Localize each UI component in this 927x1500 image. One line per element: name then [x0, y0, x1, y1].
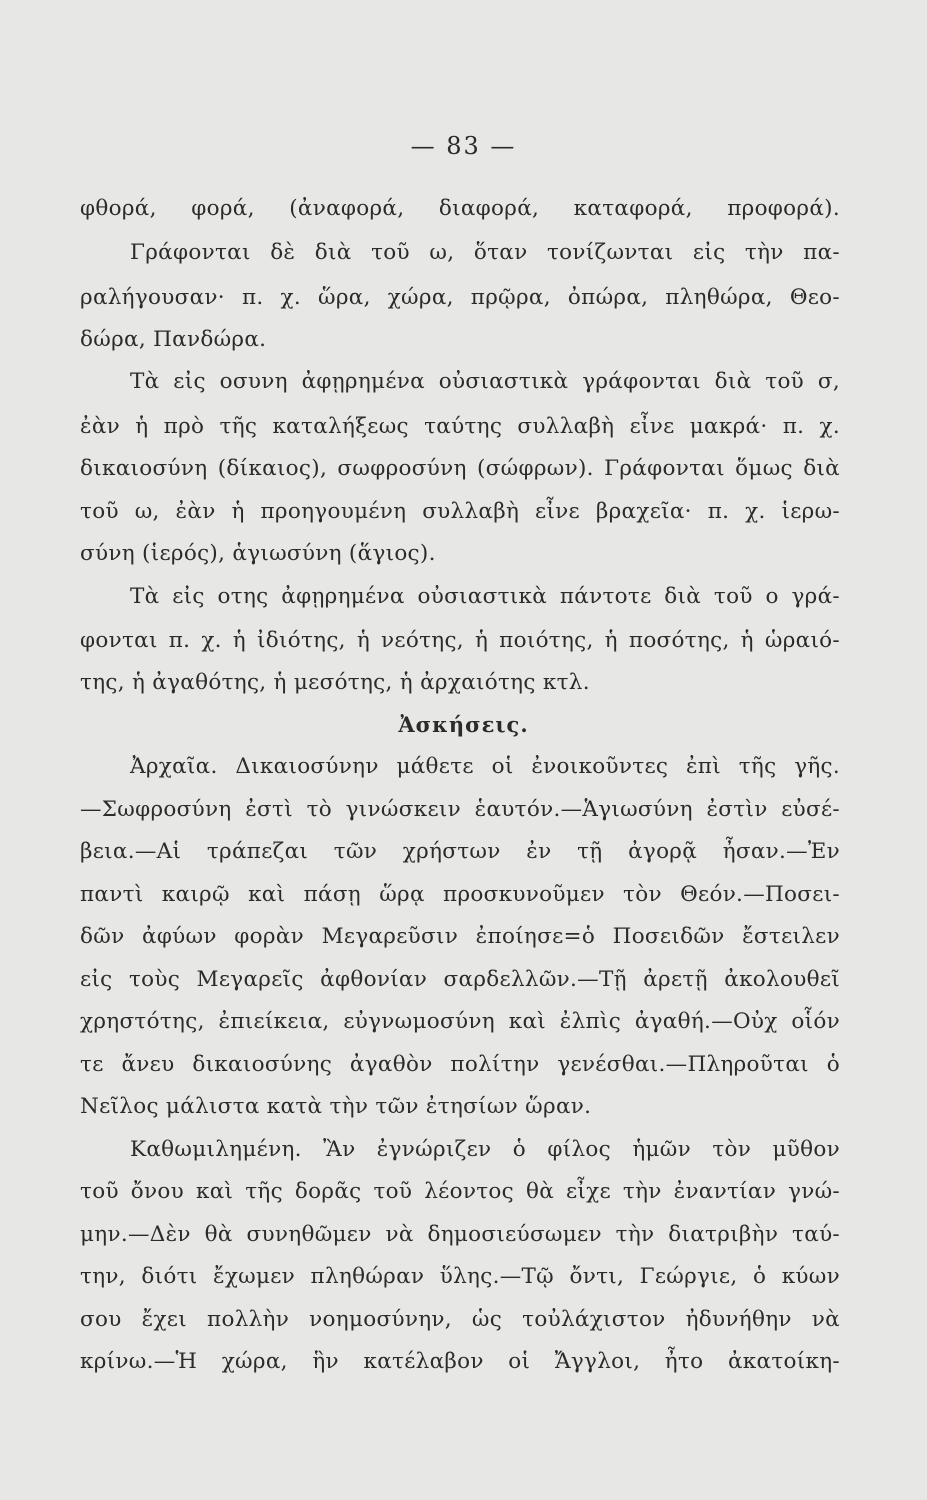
text-line-22: Καθωμιλημένη. Ἂν ἐγνώριζεν ὁ φίλος ἡμῶν τὸν μῦθον [130, 1137, 840, 1162]
exercises-heading: Ἀσκήσεις. [398, 712, 529, 737]
text-line-13: Ἀρχαῖα. Δικαιοσύνην μάθετε οἱ ἐνοικοῦντες ἐπὶ τῆς γῆς. [130, 754, 840, 779]
text-line-27: κρίνω.—Ἡ χώρα, ἣν κατέλαβον οἱ Ἄγγλοι, ἦτο ἀκατοίκη- [80, 1349, 840, 1374]
text-line-18: εἰς τοὺς Μεγαρεῖς ἀφθονίαν σαρδελλῶν.—Τῇ ἀρετῇ ἀκολουθεῖ [80, 967, 840, 992]
text-line-14: —Σωφροσύνη ἐστὶ τὸ γινώσκειν ἑαυτόν.—Ἁγιωσύνη ἐστὶν εὐσέ- [80, 797, 840, 822]
text-line-25: την, διότι ἔχωμεν πληθώραν ὕλης.—Τῷ ὄντι, Γεώργιε, ὁ κύων [80, 1264, 840, 1289]
text-line-24: μην.—Δὲν θὰ συνηθῶμεν νὰ δημοσιεύσωμεν τὴν διατριβὴν ταύ- [80, 1222, 840, 1247]
text-line-7: δικαιοσύνη (δίκαιος), σωφροσύνη (σώφρων). Γράφονται ὅμως διὰ [80, 456, 840, 481]
text-line-3: ραλήγουσαν· π. χ. ὥρα, χώρα, πρῷρα, ὀπώρα, πληθώρα, Θεο- [80, 285, 840, 310]
text-line-26: σου ἔχει πολλὴν νοημοσύνην, ὡς τοὐλάχιστον ἠδυνήθην νὰ [80, 1307, 840, 1332]
text-line-5: Τὰ εἰς οσυνη ἀφῃρημένα οὐσιαστικὰ γράφονται διὰ τοῦ σ, [130, 369, 840, 394]
text-line-16: παντὶ καιρῷ καὶ πάσῃ ὥρᾳ προσκυνοῦμεν τὸν Θεόν.—Ποσει- [80, 882, 840, 907]
text-line-11: φονται π. χ. ἡ ἰδιότης, ἡ νεότης, ἡ ποιότης, ἡ ποσότης, ἡ ὡραιό- [80, 628, 840, 653]
text-line-17: δῶν ἀφύων φορὰν Μεγαρεῦσιν ἐποίησε=ὁ Ποσειδῶν ἔστειλεν [80, 924, 840, 949]
text-line-9: σύνη (ἱερός), ἁγιωσύνη (ἅγιος). [80, 541, 436, 566]
text-line-23: τοῦ ὄνου καὶ τῆς δορᾶς τοῦ λέοντος θὰ εἶχε τὴν ἐναντίαν γνώ- [80, 1179, 840, 1204]
text-line-1: φθορά, φορά, (ἀναφορά, διαφορά, καταφορά, προφορά). [80, 196, 840, 221]
text-line-10: Τὰ εἰς οτης ἀφῃρημένα οὐσιαστικὰ πάντοτε διὰ τοῦ ο γρά- [130, 584, 840, 609]
page-number: — 83 — [410, 132, 517, 160]
text-line-15: βεια.—Αἱ τράπεζαι τῶν χρήστων ἐν τῇ ἀγορᾷ ἦσαν.—Ἐν [80, 839, 840, 864]
text-line-21: Νεῖλος μάλιστα κατὰ τὴν τῶν ἐτησίων ὥραν. [80, 1094, 592, 1119]
text-line-19: χρηστότης, ἐπιείκεια, εὐγνωμοσύνη καὶ ἐλπὶς ἀγαθή.—Οὐχ οἷόν [80, 1009, 840, 1034]
text-line-12: της, ἡ ἀγαθότης, ἡ μεσότης, ἡ ἀρχαιότης κτλ. [80, 670, 590, 695]
text-line-6: ἐὰν ἡ πρὸ τῆς καταλήξεως ταύτης συλλαβὴ εἶνε μακρά· π. χ. [80, 414, 840, 439]
text-line-2: Γράφονται δὲ διὰ τοῦ ω, ὅταν τονίζωνται εἰς τὴν πα- [130, 240, 840, 265]
text-line-8: τοῦ ω, ἐὰν ἡ προηγουμένη συλλαβὴ εἶνε βραχεῖα· π. χ. ἱερω- [80, 499, 840, 524]
text-line-4: δώρα, Πανδώρα. [80, 327, 267, 352]
text-line-20: τε ἄνευ δικαιοσύνης ἀγαθὸν πολίτην γενέσθαι.—Πληροῦται ὁ [80, 1052, 840, 1077]
